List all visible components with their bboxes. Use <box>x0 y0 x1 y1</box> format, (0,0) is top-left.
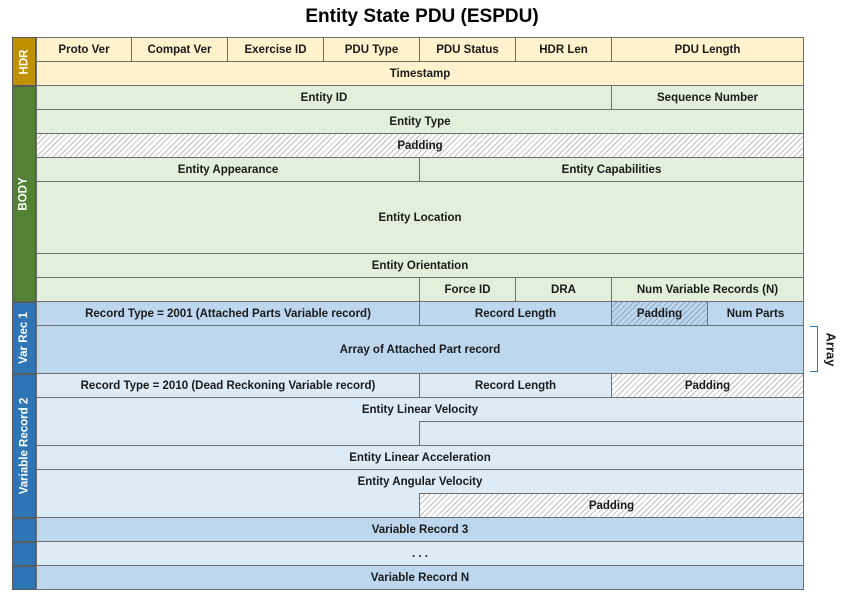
section-body-text: BODY <box>18 177 31 211</box>
section-variable-record-3-side <box>12 518 36 542</box>
section-ellipsis-side <box>12 542 36 566</box>
array-bracket <box>810 326 818 372</box>
section-hdr-label <box>12 37 36 86</box>
field-entity-type: Entity Type <box>36 109 804 134</box>
field-angular-velocity: Entity Angular Velocity <box>36 469 804 494</box>
array-label <box>822 326 840 372</box>
field-vr2-padding-2: Padding <box>419 493 804 518</box>
field-vr1-array: Array of Attached Part record <box>36 325 804 374</box>
section-var-rec-1-text: Var Rec 1 <box>18 312 31 364</box>
array-label-text: Array <box>823 332 839 366</box>
field-entity-orientation-tail <box>36 277 420 302</box>
field-hdr-len: HDR Len <box>515 37 612 62</box>
field-vr1-record-length: Record Length <box>419 301 612 326</box>
field-ellipsis: . . . <box>36 541 804 566</box>
field-vr1-num-parts: Num Parts <box>707 301 804 326</box>
section-hdr-text: HDR <box>18 49 31 74</box>
field-linear-acceleration: Entity Linear Acceleration <box>36 445 804 470</box>
section-variable-record-2-label <box>12 374 36 518</box>
field-vr2-record-type: Record Type = 2010 (Dead Reckoning Variable record) <box>36 373 420 398</box>
field-linear-acceleration-head <box>419 421 804 446</box>
field-entity-location: Entity Location <box>36 181 804 254</box>
field-sequence-number: Sequence Number <box>611 85 804 110</box>
section-body-label <box>12 86 36 302</box>
field-entity-appearance: Entity Appearance <box>36 157 420 182</box>
field-proto-ver: Proto Ver <box>36 37 132 62</box>
section-variable-record-2-text: Variable Record 2 <box>18 397 30 495</box>
section-variable-record-n-side <box>12 566 36 590</box>
field-entity-orientation-top: Entity Orientation <box>36 253 804 278</box>
field-num-variable-records: Num Variable Records (N) <box>611 277 804 302</box>
field-linear-velocity-tail <box>36 421 420 446</box>
field-angular-velocity-tail <box>36 493 420 518</box>
field-vr1-record-type: Record Type = 2001 (Attached Parts Variable record) <box>36 301 420 326</box>
field-dra: DRA <box>515 277 612 302</box>
field-compat-ver: Compat Ver <box>131 37 228 62</box>
field-variable-record-3: Variable Record 3 <box>36 517 804 542</box>
field-pdu-type: PDU Type <box>323 37 420 62</box>
section-var-rec-1-label <box>12 302 36 374</box>
field-entity-id: Entity ID <box>36 85 612 110</box>
field-exercise-id: Exercise ID <box>227 37 324 62</box>
field-force-id: Force ID <box>419 277 516 302</box>
field-vr2-padding: Padding <box>611 373 804 398</box>
field-entity-capabilities: Entity Capabilities <box>419 157 804 182</box>
field-linear-velocity: Entity Linear Velocity <box>36 397 804 422</box>
field-timestamp: Timestamp <box>36 61 804 86</box>
field-variable-record-n: Variable Record N <box>36 565 804 590</box>
diagram-title: Entity State PDU (ESPDU) <box>305 6 539 27</box>
field-vr1-padding: Padding <box>611 301 708 326</box>
field-pdu-length: PDU Length <box>611 37 804 62</box>
field-vr2-record-length: Record Length <box>419 373 612 398</box>
field-pdu-status: PDU Status <box>419 37 516 62</box>
field-body-padding: Padding <box>36 133 804 158</box>
